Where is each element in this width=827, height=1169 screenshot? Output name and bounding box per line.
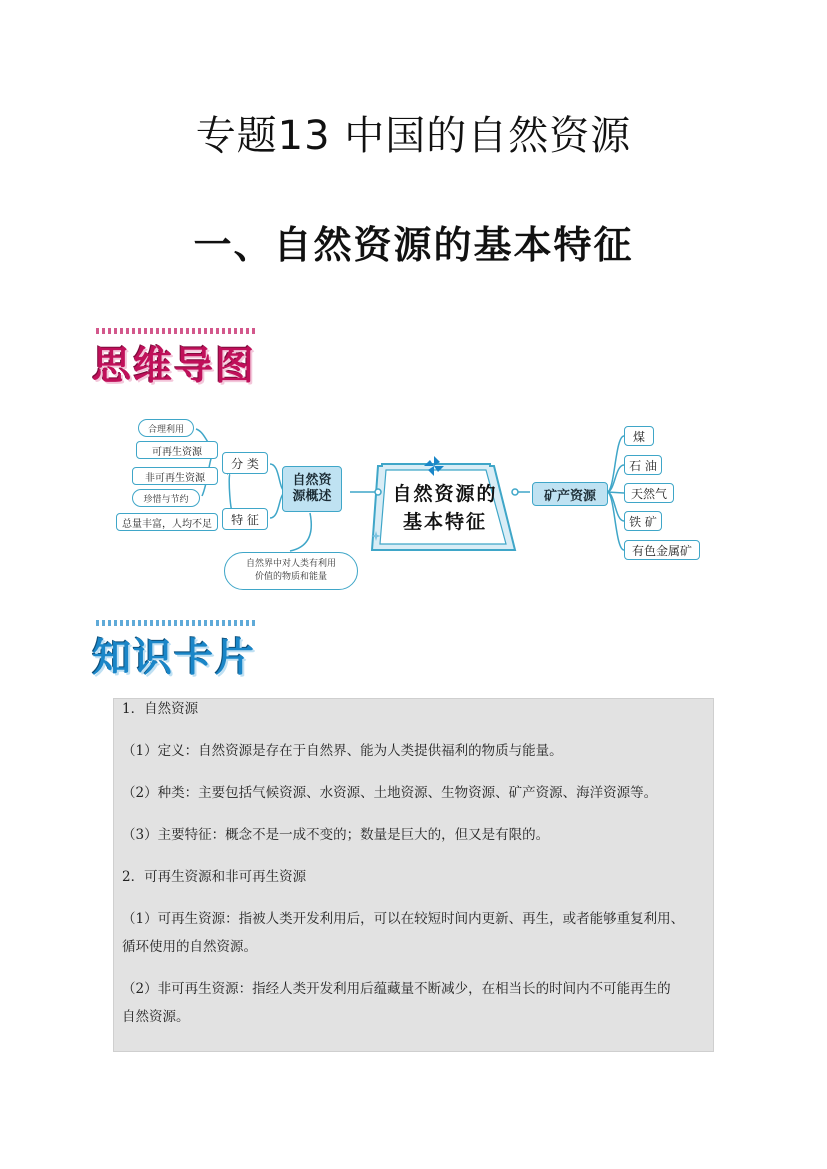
mind-map: [110, 408, 710, 598]
cherish-bubble: 珍惜与节约: [132, 489, 200, 507]
card-line: 1．自然资源: [122, 701, 199, 717]
classify-box: 分 类: [222, 452, 268, 474]
knowledge-cards-banner-text: 知识卡片: [92, 636, 257, 681]
mindmap-banner: [92, 335, 256, 391]
card-line: 自然资源。: [122, 1009, 190, 1025]
card-line: 循环使用的自然资源。: [122, 939, 257, 955]
abundant-box: 总量丰富，人均不足: [116, 513, 218, 531]
mineral-box: 矿产资源: [532, 482, 608, 506]
card-line: （2）种类：主要包括气候资源、水资源、土地资源、生物资源、矿产资源、海洋资源等。: [122, 785, 658, 801]
overview-box: 自然资源概述: [282, 466, 342, 512]
mineral-gas: 天然气: [624, 483, 674, 503]
snow-decoration: [96, 328, 256, 334]
card-line: （3）主要特征：概念不是一成不变的；数量是巨大的，但又是有限的。: [122, 827, 550, 843]
mineral-coal: 煤: [624, 426, 654, 446]
mindmap-banner-text: 思维导图: [92, 344, 257, 389]
card-line: （1）可再生资源：指被人类开发利用后，可以在较短时间内更新、再生，或者能够重复利用、: [122, 911, 685, 927]
knowledge-cards-banner: [92, 627, 256, 683]
mineral-iron: 铁 矿: [624, 511, 662, 531]
card-line: （1）定义：自然资源是存在于自然界、能为人类提供福利的物质与能量。: [122, 743, 563, 759]
feature-box: 特 征: [222, 508, 268, 530]
knowledge-card: [113, 698, 714, 1052]
renewable-box: 可再生资源: [136, 441, 218, 459]
mineral-oil: 石 油: [624, 455, 662, 475]
definition-bubble: 自然界中对人类有利用 价值的物质和能量: [224, 552, 358, 590]
snow-decoration: [96, 620, 256, 626]
section-title: 一、自然资源的基本特征: [193, 222, 634, 267]
rational-use-bubble: 合理利用: [138, 419, 194, 437]
card-line: （2）非可再生资源：指经人类开发利用后蕴藏量不断减少，在相当长的时间内不可能再生的: [122, 981, 671, 997]
mineral-nonferrous: 有色金属矿: [624, 540, 700, 560]
card-line: 2．可再生资源和非可再生资源: [122, 869, 307, 885]
document-title: 专题13 中国的自然资源: [195, 113, 632, 159]
nonrenewable-box: 非可再生资源: [132, 467, 218, 485]
center-node: 自然资源的基本特征: [392, 483, 498, 533]
